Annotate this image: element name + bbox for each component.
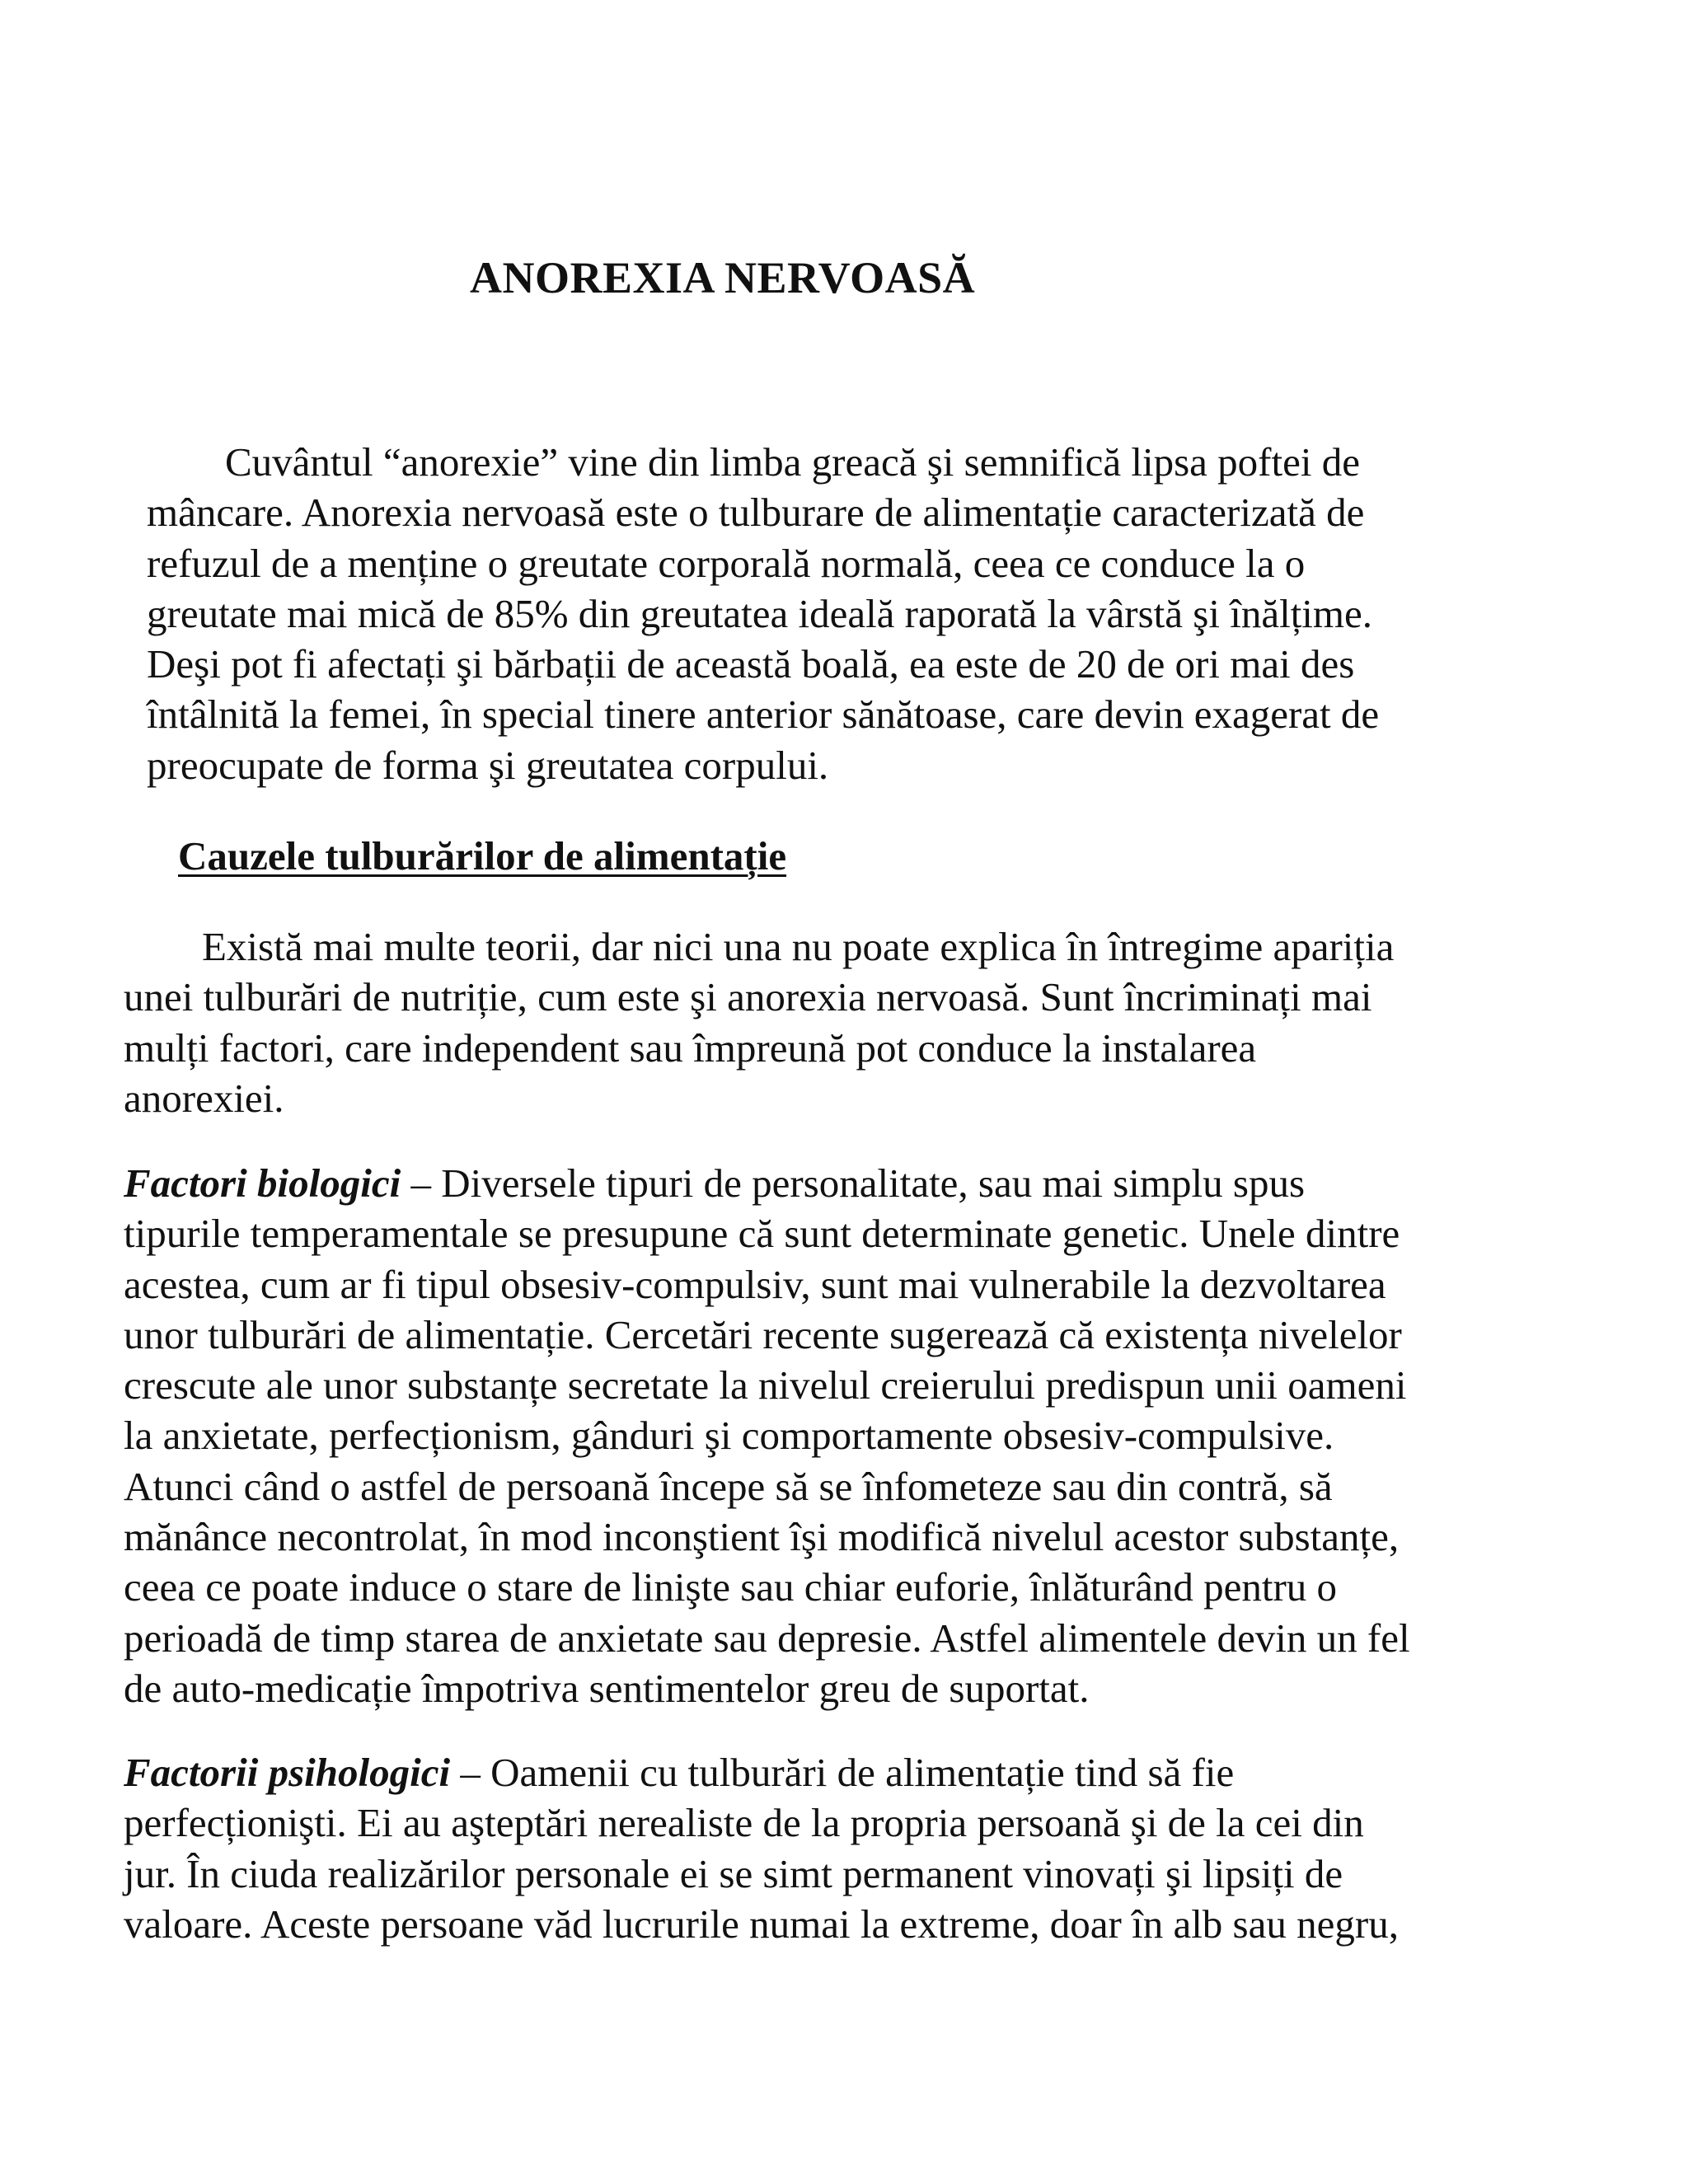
biological-line: ceea ce poate induce o stare de linişte sau chiar euforie, înlăturând pentru o [124, 1564, 1338, 1610]
section-heading: Cauzele tulburărilor de alimentație [178, 833, 787, 879]
psychological-factors-lead: Factorii psihologici [124, 1750, 451, 1795]
psychological-line: jur. În ciuda realizărilor personale ei se simt permanent vinovați şi lipsiți de [124, 1850, 1343, 1896]
causes-paragraph [124, 921, 1394, 1123]
biological-line: la anxietate, perfecționism, gânduri şi comportamente obsesiv-compulsive. [124, 1413, 1334, 1459]
biological-line: unor tulburări de alimentație. Cercetări recente sugerează că existența nivelelor [124, 1311, 1402, 1357]
biological-line: de auto-medicație împotriva sentimentelor greu de suportat. [124, 1665, 1090, 1711]
biological-line: Atunci când o astfel de persoană începe să se înfometeze sau din contră, să [124, 1463, 1333, 1509]
intro-line: preocupate de forma şi greutatea corpului. [147, 742, 829, 788]
psychological-line: valoare. Aceste persoane văd lucrurile numai la extreme, doar în alb sau negru, [124, 1900, 1399, 1947]
causes-line: unei tulburări de nutriție, cum este şi anorexia nervoasă. Sunt încriminați mai [124, 974, 1372, 1020]
document-title: ANOREXIA NERVOASĂ [470, 253, 976, 302]
psychological-line: perfecționişti. Ei au aşteptări nerealiste de la propria persoană şi de la cei din [124, 1800, 1364, 1846]
psychological-first-line-text: – Oamenii cu tulburări de alimentație tind să fie [450, 1750, 1235, 1795]
biological-line: acestea, cum ar fi tipul obsesiv-compulsiv, sunt mai vulnerabile la dezvoltarea [124, 1261, 1386, 1307]
intro-line: mâncare. Anorexia nervoasă este o tulburare de alimentație caracterizată de [147, 490, 1365, 536]
biological-line: crescute ale unor substanțe secretate la nivelul creierului predispun unii oameni [124, 1362, 1407, 1408]
biological-line: mănânce necontrolat, în mod inconştient îşi modifică nivelul acestor substanțe, [124, 1514, 1400, 1560]
biological-first-line [124, 1158, 1410, 1208]
causes-line: anorexiei. [124, 1075, 284, 1121]
causes-line: mulți factori, care independent sau împreună pot conduce la instalarea [124, 1024, 1257, 1071]
intro-line: refuzul de a menține o greutate corporală normală, ceea ce conduce la o [147, 540, 1306, 586]
biological-factors-paragraph [124, 1158, 1410, 1713]
psychological-factors-paragraph [124, 1747, 1399, 1949]
biological-line: tipurile temperamentale se presupune că sunt determinate genetic. Unele dintre [124, 1211, 1400, 1257]
intro-line: Deşi pot fi afectați şi bărbații de această boală, ea este de 20 de ori mai des [147, 641, 1355, 687]
causes-line: Există mai multe teorii, dar nici una nu poate explica în întregime apariția [202, 924, 1395, 969]
intro-line: întâlnită la femei, în special tinere anterior sănătoase, care devin exagerat de [147, 691, 1380, 738]
intro-paragraph [147, 437, 1379, 790]
intro-line: Cuvântul “anorexie” vine din limba greacă şi semnifică lipsa poftei de [225, 439, 1360, 485]
biological-line: perioadă de timp starea de anxietate sau depresie. Astfel alimentele devin un fel [124, 1615, 1410, 1661]
psychological-first-line [124, 1747, 1399, 1797]
intro-line: greutate mai mică de 85% din greutatea ideală raporată la vârstă şi înălțime. [147, 590, 1373, 636]
biological-first-line-text: – Diversele tipuri de personalitate, sau mai simplu spus [401, 1160, 1306, 1206]
biological-factors-lead: Factori biologici [124, 1160, 401, 1206]
